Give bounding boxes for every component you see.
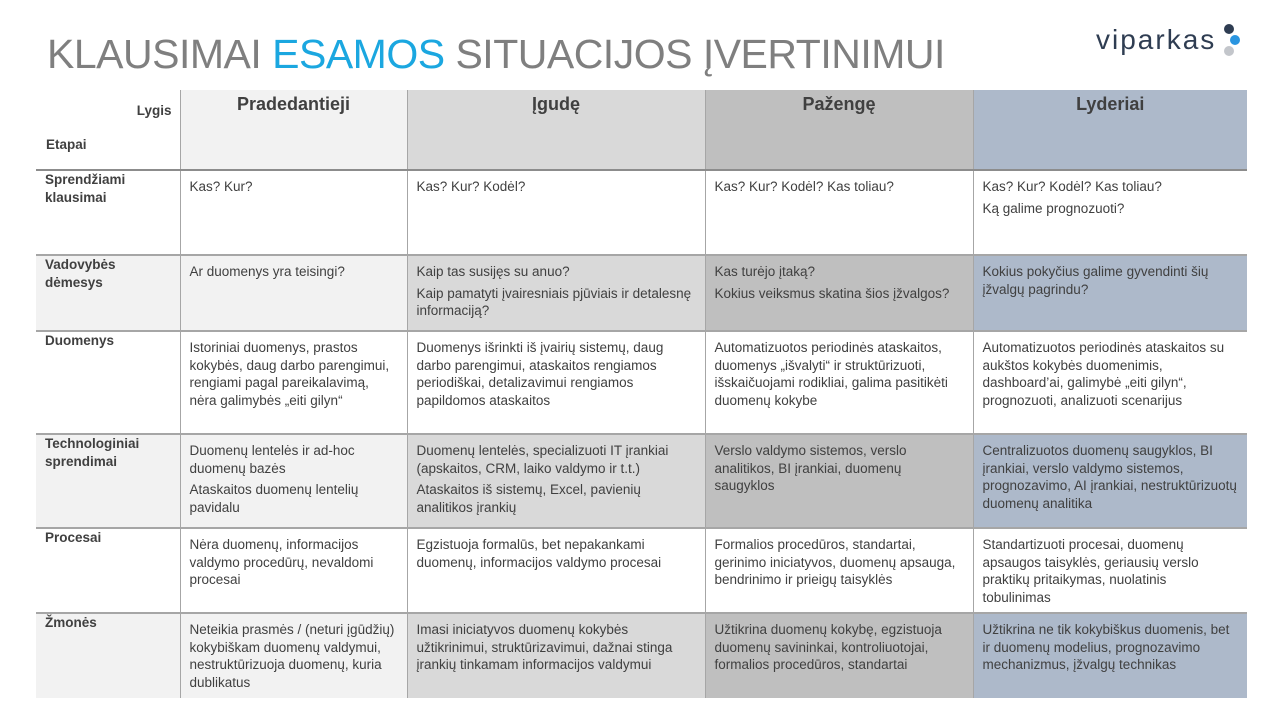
cell-text: Standartizuoti procesai, duomenų apsaugos taisyklės, geriausių verslo praktikų pritaikymas, nuolatinis tobulinimas <box>982 537 1199 605</box>
cell-text: Formalios procedūros, standartai, gerinimo iniciatyvos, duomenų apsauga, bendrinimo ir prieigų taisyklės <box>714 537 956 587</box>
row-label: Sprendžiami klausimai <box>36 170 180 255</box>
column-header-beginners: Pradedantieji <box>180 90 407 170</box>
table-cell <box>180 331 407 434</box>
table-row <box>36 255 1247 331</box>
column-header-advanced: Pažengę <box>705 90 973 170</box>
table-row <box>36 434 1247 528</box>
table-cell <box>180 528 407 613</box>
table-cell <box>973 613 1247 698</box>
table-cell <box>180 170 407 255</box>
cell-text: Duomenų lentelės, specializuoti IT įrankiai (apskaitos, CRM, laiko valdymo ir t.t.) <box>416 443 669 476</box>
table-cell <box>705 613 973 698</box>
cell-text: Kas? Kur? Kodėl? Kas toliau? <box>982 179 1162 194</box>
table-cell <box>705 434 973 528</box>
row-label: Technologiniai sprendimai <box>36 434 180 528</box>
table-cell <box>705 170 973 255</box>
row-label: Duomenys <box>36 331 180 434</box>
cell-text: Duomenų lentelės ir ad-hoc duomenų bazės <box>189 443 355 476</box>
table-cell <box>407 170 705 255</box>
logo <box>1096 22 1240 58</box>
table-header-row <box>36 90 1247 170</box>
table-cell <box>705 528 973 613</box>
table-cell <box>180 613 407 698</box>
cell-text: Užtikrina duomenų kokybę, egzistuoja duomenų savininkai, kontroliuotojai, formalios procedūros, standartai <box>714 622 942 672</box>
cell-text: Ar duomenys yra teisingi? <box>189 264 345 279</box>
row-label: Žmonės <box>36 613 180 698</box>
title-part-1: KLAUSIMAI <box>47 31 273 77</box>
table-row <box>36 331 1247 434</box>
table-row <box>36 170 1247 255</box>
stage-axis-label: Etapai <box>46 137 87 152</box>
maturity-table <box>36 90 1247 698</box>
table-cell <box>973 170 1247 255</box>
cell-text: Centralizuotos duomenų saugyklos, BI įrankiai, verslo valdymo sistemos, prognozavimo, AI įrankiai, nestruktūrizuotų duomenų analitika <box>982 443 1237 511</box>
cell-text: Kaip pamatyti įvairesniais pjūviais ir detalesnę informaciją? <box>416 285 692 318</box>
table-cell <box>407 613 705 698</box>
cell-text: Imasi iniciatyvos duomenų kokybės užtikrinimui, struktūrizavimui, dažnai stinga įrankių tinkamam informacijos valdymui <box>416 622 673 672</box>
cell-text: Nėra duomenų, informacijos valdymo procedūrų, nevaldomi procesai <box>189 537 374 587</box>
table-row <box>36 528 1247 613</box>
cell-text: Kas? Kur? <box>189 179 253 194</box>
cell-text: Ką galime prognozuoti? <box>982 200 1125 216</box>
corner-cell <box>36 90 180 170</box>
table-cell <box>973 255 1247 331</box>
cell-text: Verslo valdymo sistemos, verslo analitikos, BI įrankiai, duomenų saugyklos <box>714 443 907 493</box>
cell-text: Duomenys išrinkti iš įvairių sistemų, daug darbo parengimui, ataskaitos rengiamos periodiškai, detalizavimui rengiamos papildomos ataskaitos <box>416 340 664 408</box>
table-cell <box>973 528 1247 613</box>
cell-text: Neteikia prasmės / (neturi įgūdžių) kokybiškam duomenų valdymui, nestruktūrizuoja duomenų, kuria dublikatus <box>189 622 395 690</box>
row-label: Procesai <box>36 528 180 613</box>
cell-text: Kas? Kur? Kodėl? <box>416 179 526 194</box>
table-row <box>36 613 1247 698</box>
cell-text: Automatizuotos periodinės ataskaitos su aukštos kokybės duomenimis, dashboard’ai, galimybė „eiti gilyn“, prognozuoti, analizuoti scenarijus <box>982 340 1225 408</box>
cell-text: Kokius pokyčius galime gyvendinti šių įžvalgų pagrindu? <box>982 264 1209 297</box>
table-cell <box>180 434 407 528</box>
cell-text: Automatizuotos periodinės ataskaitos, duomenys „išvalyti“ ir struktūrizuoti, išskaičuojami rodikliai, galima pasitikėti duomenų kokybe <box>714 340 948 408</box>
cell-text: Egzistuoja formalūs, bet nepakankami duomenų, informacijos valdymo procesai <box>416 537 662 570</box>
cell-text: Ataskaitos iš sistemų, Excel, pavienių analitikos įrankių <box>416 482 641 515</box>
cell-text: Kokius veiksmus skatina šios įžvalgos? <box>714 285 950 301</box>
logo-text: viparkas <box>1096 24 1217 55</box>
cell-text: Užtikrina ne tik kokybiškus duomenis, bet ir duomenų modelius, prognozavimo mechanizmus, įžvalgų technikas <box>982 622 1230 672</box>
cell-text: Istoriniai duomenys, prastos kokybės, daug darbo parengimui, rengiami pagal pareikalavimą, nėra galimybės „eiti gilyn“ <box>189 340 390 408</box>
table-cell <box>705 255 973 331</box>
logo-dots-icon <box>1222 22 1240 58</box>
table-cell <box>407 528 705 613</box>
table-cell <box>407 434 705 528</box>
table-cell <box>973 434 1247 528</box>
cell-text: Kaip tas susijęs su anuo? <box>416 264 570 279</box>
title-part-2: SITUACIJOS ĮVERTINIMUI <box>444 31 945 77</box>
table-cell <box>705 331 973 434</box>
table-cell <box>407 331 705 434</box>
cell-text: Ataskaitos duomenų lentelių pavidalu <box>189 482 359 515</box>
table-cell <box>973 331 1247 434</box>
cell-text: Kas turėjo įtaką? <box>714 264 816 279</box>
column-header-skilled: Įgudę <box>407 90 705 170</box>
table-cell <box>180 255 407 331</box>
column-header-leaders: Lyderiai <box>973 90 1247 170</box>
cell-text: Kas? Kur? Kodėl? Kas toliau? <box>714 179 894 194</box>
level-axis-label: Lygis <box>136 103 172 118</box>
title-accent: ESAMOS <box>272 31 445 77</box>
page-title <box>47 28 945 80</box>
table-cell <box>407 255 705 331</box>
row-label: Vadovybės dėmesys <box>36 255 180 331</box>
